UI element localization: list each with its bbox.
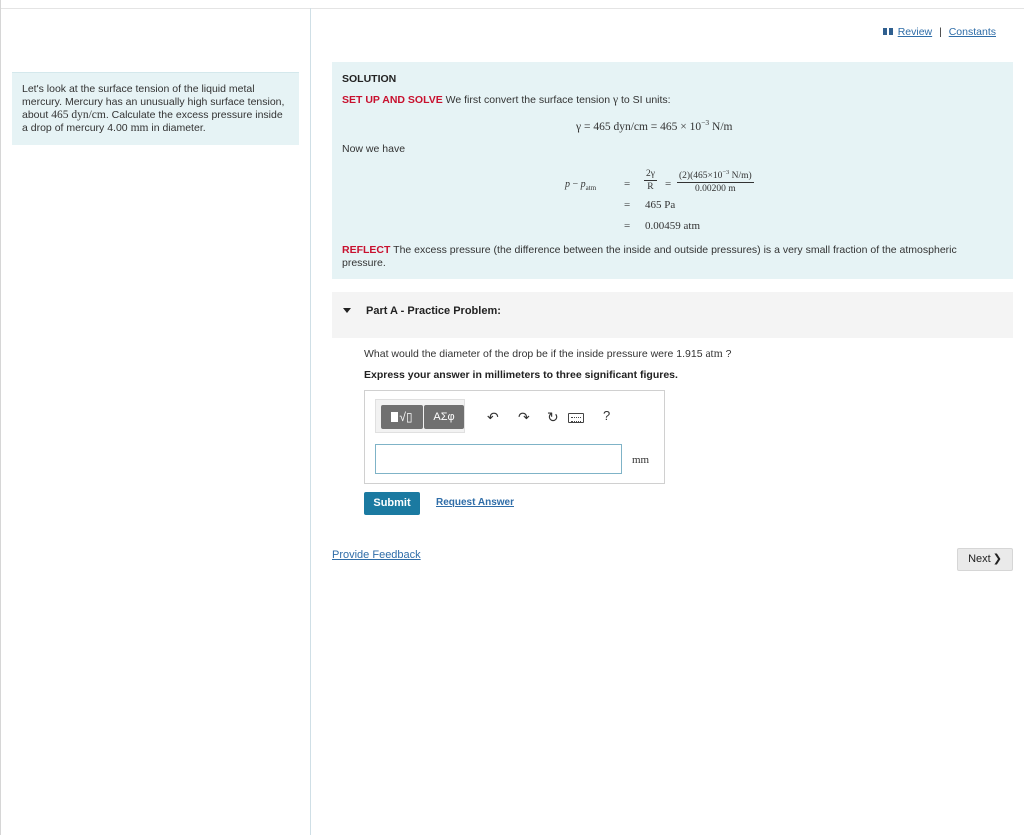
- intro-unit-2: mm: [130, 122, 149, 134]
- equals-sign-2: =: [665, 178, 672, 190]
- submit-button[interactable]: Submit: [364, 492, 420, 515]
- setup-text: [342, 94, 671, 106]
- question-text: [364, 348, 731, 360]
- solution-title: SOLUTION: [342, 73, 397, 85]
- result-pascal: 465 Pa: [645, 199, 676, 211]
- gamma-eq-exponent: −3: [701, 118, 710, 127]
- book-icon: [883, 28, 893, 35]
- gamma-conversion-equation: [576, 118, 732, 133]
- left-border: [0, 0, 1, 835]
- equals-sign-3: =: [624, 199, 631, 211]
- reflect-text: [342, 244, 992, 270]
- greek-symbols-button[interactable]: ΑΣφ: [424, 405, 464, 429]
- frac2-denominator: 0.00200 m: [695, 184, 736, 195]
- constants-link[interactable]: Constants: [948, 26, 996, 38]
- reflect-label: REFLECT: [342, 244, 391, 256]
- answer-unit: mm: [632, 454, 650, 466]
- setup-label: SET UP AND SOLVE: [342, 94, 443, 106]
- column-divider: [310, 8, 311, 835]
- intro-value-1: 465 dyn/cm: [51, 109, 106, 121]
- intro-text-3: in diameter.: [148, 122, 206, 134]
- setup-body: We first convert the surface tension: [442, 94, 613, 106]
- solution-panel: [332, 62, 1013, 279]
- placeholder-square-icon: [391, 412, 398, 422]
- next-label: Next: [968, 553, 991, 565]
- gamma-eq-part-2: N/m: [709, 120, 733, 133]
- lhs-patm: p: [580, 179, 586, 190]
- frac2-num-part-1: (2)(465×10: [679, 171, 723, 182]
- setup-gamma: γ: [612, 94, 619, 106]
- top-border: [0, 8, 1024, 9]
- equals-sign-4: =: [624, 220, 631, 232]
- fraction-numeric: [677, 169, 754, 194]
- part-a-header[interactable]: [332, 292, 1013, 338]
- question-unit: atm: [705, 348, 723, 360]
- part-a-title: Part A - Practice Problem:: [366, 305, 501, 317]
- reflect-body: The excess pressure (the difference between the inside and outside pressures) is a very small fraction of the atmospheric pressure.: [342, 244, 957, 269]
- result-atm: 0.00459 atm: [645, 220, 700, 232]
- links-separator: |: [939, 26, 942, 38]
- question-part-2: ?: [722, 348, 732, 360]
- next-button[interactable]: [957, 548, 1013, 571]
- pressure-difference-lhs: [565, 179, 596, 192]
- keyboard-icon[interactable]: [568, 413, 584, 423]
- problem-intro: [12, 72, 299, 145]
- lhs-minus: −: [570, 179, 581, 190]
- now-we-have-text: Now we have: [342, 143, 406, 155]
- fraction-2gamma-over-R: [644, 169, 657, 192]
- review-link[interactable]: Review: [897, 26, 933, 38]
- templates-button[interactable]: [381, 405, 423, 429]
- top-links: [883, 26, 996, 38]
- reset-icon[interactable]: ↻: [547, 409, 559, 425]
- help-button[interactable]: ?: [603, 408, 611, 423]
- answer-input[interactable]: [375, 444, 622, 474]
- frac1-denominator: R: [647, 182, 654, 192]
- undo-icon[interactable]: ↶: [487, 409, 499, 425]
- setup-body-end: to SI units:: [618, 94, 671, 106]
- request-answer-link[interactable]: Request Answer: [436, 497, 514, 508]
- question-part-1: What would the diameter of the drop be if the inside pressure were 1.915: [364, 348, 706, 360]
- template-button-group: [375, 399, 465, 433]
- lhs-patm-sub: atm: [585, 184, 597, 192]
- collapse-caret-icon[interactable]: [343, 308, 351, 313]
- sqrt-template-icon: √▯: [399, 410, 413, 424]
- answer-instruction: Express your answer in millimeters to three significant figures.: [364, 369, 678, 381]
- frac2-num-part-2: N/m): [729, 171, 752, 182]
- gamma-eq-part-1: γ = 465 dyn/cm = 465 × 10: [576, 120, 702, 133]
- answer-editor: [364, 390, 665, 484]
- frac1-numerator: 2γ: [646, 169, 655, 179]
- frac2-numerator: [677, 169, 754, 183]
- intro-text-2: . Calculate the excess pressure inside a drop of mercury 4.00: [22, 109, 283, 134]
- redo-icon[interactable]: ↷: [518, 409, 530, 425]
- frac2-num-exponent: −3: [722, 169, 730, 176]
- lhs-p: p: [565, 179, 570, 190]
- math-toolbar: [375, 399, 655, 435]
- intro-text-1: Let's look at the surface tension of the liquid metal mercury. Mercury has an unusually high surface tension, about: [22, 83, 285, 121]
- provide-feedback-link[interactable]: Provide Feedback: [332, 549, 421, 561]
- equals-sign-1: =: [624, 178, 631, 190]
- chevron-right-icon: ❯: [992, 553, 1002, 565]
